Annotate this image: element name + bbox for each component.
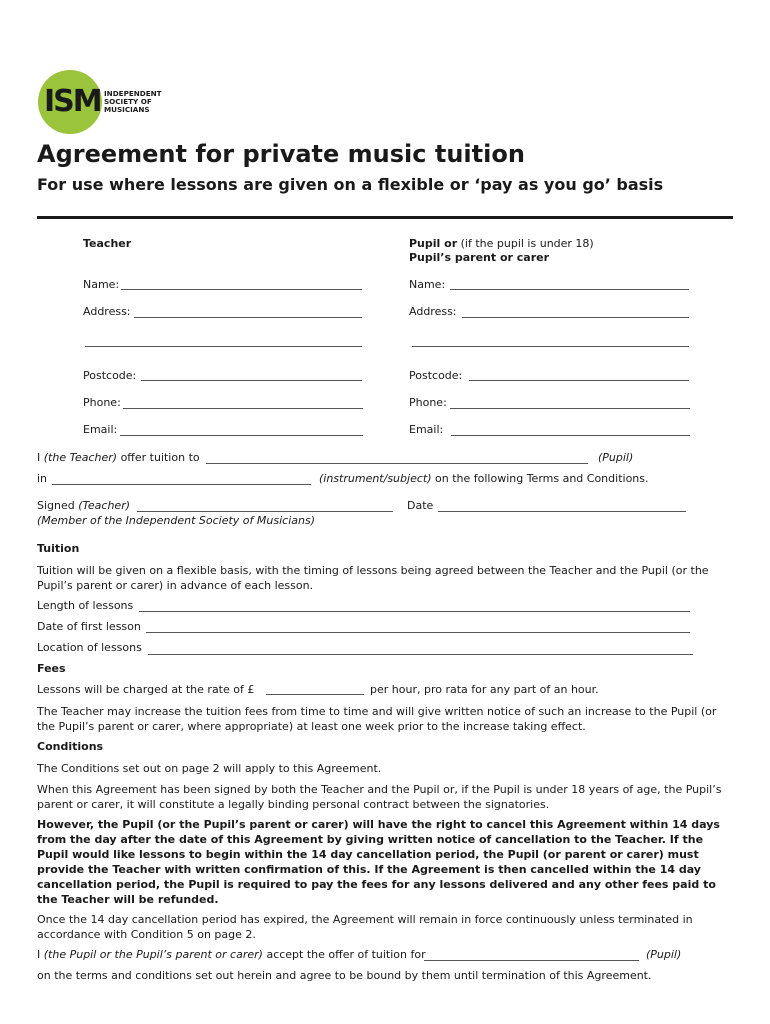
teacher-postcode-label: Postcode:: [83, 369, 137, 382]
accept-line: [37, 948, 426, 962]
signature-field[interactable]: [137, 511, 393, 512]
accept-text: accept the offer of tuition for: [266, 948, 426, 961]
fees-heading: Fees: [37, 662, 66, 675]
pupil-heading-line2: Pupil’s parent or carer: [409, 251, 550, 264]
rate-prefix: Lessons will be charged at the rate of £: [37, 683, 255, 696]
teacher-address-field[interactable]: [134, 317, 362, 318]
pupil-address-field-2[interactable]: [412, 346, 689, 347]
logo-line-2: SOCIETY OF: [104, 97, 152, 106]
pupil-email-field[interactable]: [451, 435, 690, 436]
ism-logo: [38, 70, 168, 136]
pupil-address-field[interactable]: [462, 317, 689, 318]
date-label: Date: [407, 499, 434, 512]
pupil-heading-bold: Pupil or: [409, 237, 458, 250]
offer-instrument-italic: (instrument/subject): [319, 472, 432, 485]
teacher-name-field[interactable]: [121, 289, 362, 290]
accept-who-italic: (the Pupil or the Pupil’s parent or carer): [43, 948, 263, 961]
tuition-text: Tuition will be given on a flexible basis, with the timing of lessons being agreed between the Teacher and the Pupil (or the Pupil’s parent or carer) in advance of each lesson.: [37, 564, 709, 592]
first-lesson-field[interactable]: [146, 632, 690, 633]
offer-i: I: [37, 451, 41, 464]
date-field[interactable]: [438, 511, 686, 512]
member-note: (Member of the Independent Society of Musicians): [37, 514, 315, 527]
pupil-name-field[interactable]: [450, 289, 689, 290]
pupil-phone-label: Phone:: [409, 396, 447, 409]
teacher-address-field-2[interactable]: [85, 346, 362, 347]
page-subtitle: For use where lessons are given on a flexible or ‘pay as you go’ basis: [37, 175, 664, 194]
pupil-address-label: Address:: [409, 305, 457, 318]
teacher-phone-label: Phone:: [83, 396, 121, 409]
teacher-phone-field[interactable]: [123, 408, 363, 409]
accept-pupil-italic: (Pupil): [646, 948, 682, 961]
signed-line: [37, 499, 130, 513]
rate-field[interactable]: [266, 694, 364, 695]
conditions-p3: However, the Pupil (or the Pupil’s parent or carer) will have the right to cancel this Agreement within 14 days from the day after the date of this Agreement by giving written notice of cancellation to the Teacher. If the Pupil would like lessons to begin within the 14 day cancellation period, the Pupil (or parent or carer) must provide the Teacher with written confirmation of this. If the Agreement is then cancelled within the 14 day cancellation period, the Pupil is required to pay the fees for any lessons delivered and any other fees paid to the Teacher will be refunded.: [37, 818, 720, 906]
pupil-postcode-field[interactable]: [469, 380, 689, 381]
teacher-email-field[interactable]: [120, 435, 363, 436]
conditions-p4: Once the 14 day cancellation period has expired, the Agreement will remain in force continuously unless terminated in accordance with Condition 5 on page 2.: [37, 913, 693, 941]
offer-pupil-italic: (Pupil): [598, 451, 634, 464]
offer-pupil-field[interactable]: [206, 463, 588, 464]
logo-mark: ISM: [44, 84, 101, 119]
offer-terms-line: [319, 472, 649, 486]
teacher-address-label: Address:: [83, 305, 131, 318]
pupil-email-label: Email:: [409, 423, 444, 436]
teacher-postcode-field[interactable]: [141, 380, 362, 381]
length-label: Length of lessons: [37, 599, 134, 612]
conditions-p1: The Conditions set out on page 2 will apply to this Agreement.: [37, 762, 382, 775]
location-label: Location of lessons: [37, 641, 142, 654]
offer-line: [37, 451, 200, 465]
conditions-heading: Conditions: [37, 740, 104, 753]
conditions-p2: When this Agreement has been signed by both the Teacher and the Pupil or, if the Pupil is under 18 years of age, the Pupil’s parent or carer, it will constitute a legally binding personal contract between the signatories.: [37, 783, 722, 811]
first-lesson-label: Date of first lesson: [37, 620, 141, 633]
pupil-postcode-label: Postcode:: [409, 369, 463, 382]
page-title: Agreement for private music tuition: [37, 140, 525, 168]
accept-i: I: [37, 948, 41, 961]
teacher-name-label: Name:: [83, 278, 120, 291]
pupil-phone-field[interactable]: [450, 408, 690, 409]
rate-suffix: per hour, pro rata for any part of an hour.: [370, 683, 599, 696]
accept-pupil-field[interactable]: [424, 960, 639, 961]
offer-text: offer tuition to: [120, 451, 200, 464]
teacher-email-label: Email:: [83, 423, 118, 436]
title-divider: [37, 216, 733, 219]
signed-teacher-italic: (Teacher): [78, 499, 131, 512]
offer-terms-text: on the following Terms and Conditions.: [435, 472, 649, 485]
pupil-heading-note: (if the pupil is under 18): [457, 237, 594, 250]
location-field[interactable]: [148, 654, 693, 655]
length-field[interactable]: [139, 611, 690, 612]
logo-line-3: MUSICIANS: [104, 105, 150, 114]
tuition-heading: Tuition: [37, 542, 80, 555]
offer-instrument-field[interactable]: [52, 484, 311, 485]
accept-final-text: on the terms and conditions set out herein and agree to be bound by them until termination of this Agreement.: [37, 969, 652, 982]
offer-teacher-italic: (the Teacher): [43, 451, 118, 464]
fee-increase-text: The Teacher may increase the tuition fees from time to time and will give written notice of such an increase to the Pupil (or the Pupil’s parent or carer, where appropriate) at least one week prior to the increase taking effect.: [37, 705, 717, 733]
pupil-heading: [409, 237, 594, 251]
signed-label: Signed: [37, 499, 75, 512]
teacher-heading: Teacher: [83, 237, 132, 250]
offer-in-label: in: [37, 472, 48, 485]
logo-line-1: INDEPENDENT: [104, 89, 162, 98]
logo-wordmark: [104, 90, 162, 114]
pupil-name-label: Name:: [409, 278, 446, 291]
